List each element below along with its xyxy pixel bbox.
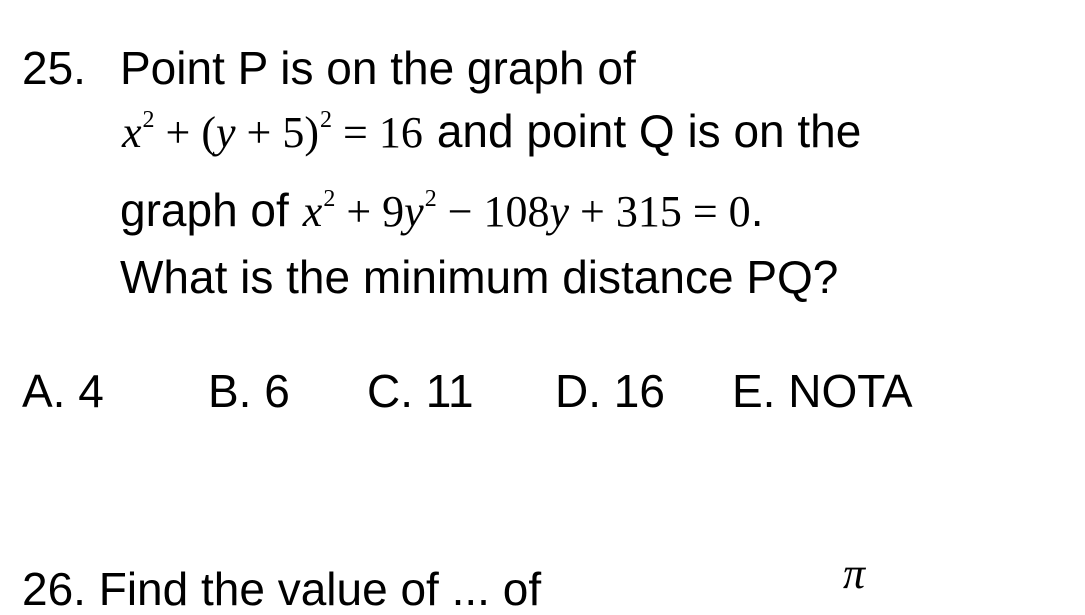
equation-ellipse: $x^2 + 9y^2 - 108y + 315 = 0$ xyxy=(302,186,751,236)
question-line-4: What is the minimum distance PQ? xyxy=(120,251,839,303)
question-line-1: Point P is on the graph of xyxy=(120,42,636,94)
choice-e[interactable]: E. NOTA xyxy=(732,365,913,417)
question-line-2-text: and point Q is on the xyxy=(436,105,862,157)
choice-c[interactable]: C. 11 xyxy=(367,365,474,417)
next-question-partial: 26. Find the value of ... of xyxy=(22,563,542,615)
choice-d[interactable]: D. 16 xyxy=(555,365,665,417)
choice-a[interactable]: A. 4 xyxy=(22,365,104,417)
question-number: 25. xyxy=(22,42,86,94)
question-line-3-text: graph of xyxy=(120,184,289,236)
question-line-2 xyxy=(122,107,861,158)
next-question-pi: π xyxy=(843,549,866,598)
choice-b[interactable]: B. 6 xyxy=(208,365,290,417)
question-line-3: graph of $x^2 + 9y^2 - 108y + 315 = 0$. xyxy=(120,184,764,236)
equation-circle: $x^2 + (y + 5)^2 = 16$ xyxy=(122,107,423,157)
